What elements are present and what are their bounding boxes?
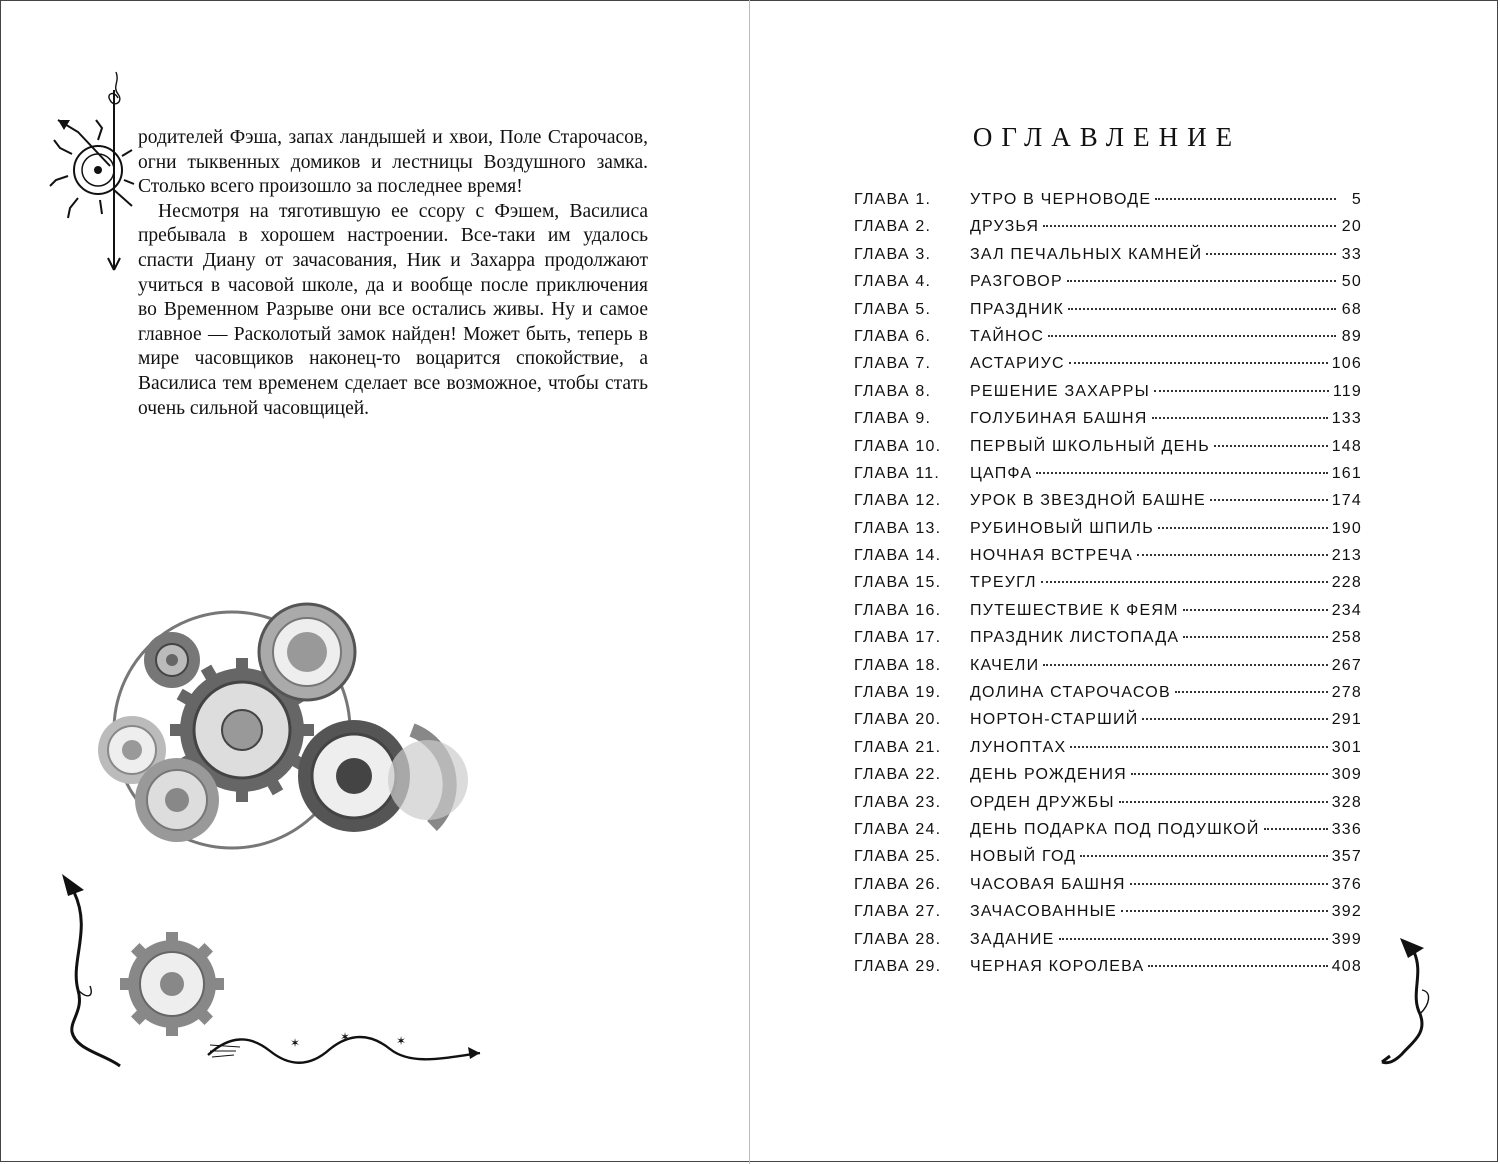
toc-chapter-number: ГЛАВА 1. — [854, 191, 932, 208]
toc-chapter-number: ГЛАВА 29. — [854, 957, 942, 975]
toc-chapter-title: НОРТОН-СТАРШИЙ — [970, 711, 1139, 729]
toc-leader-dots — [1036, 472, 1327, 474]
svg-text:✶: ✶ — [396, 1034, 407, 1048]
toc-chapter-title: ДРУЗЬЯ — [970, 218, 1040, 236]
toc-leader-dots — [1264, 828, 1328, 830]
toc-chapter-number: ГЛАВА 24. — [854, 820, 942, 838]
toc-chapter-number: ГЛАВА 14. — [854, 547, 942, 565]
toc-page-number: 161 — [1331, 464, 1362, 482]
toc-chapter-number: ГЛАВА 19. — [854, 684, 942, 702]
toc-page-number: 50 — [1341, 273, 1362, 291]
toc-chapter-title: ЛУНОПТАХ — [970, 738, 1067, 756]
toc-page-number: 309 — [1331, 766, 1362, 784]
toc-page-number: 291 — [1331, 711, 1362, 729]
toc-chapter-number: ГЛАВА 8. — [854, 382, 932, 400]
toc-page-number: 234 — [1331, 601, 1362, 619]
toc-leader-dots — [1131, 773, 1328, 775]
toc-entry — [854, 542, 1362, 569]
toc-entry — [854, 898, 1362, 925]
toc-page-number: 392 — [1331, 903, 1362, 921]
toc-entry — [854, 843, 1362, 870]
toc-chapter-title: ТРЕУГЛ — [970, 574, 1037, 592]
toc-entry — [854, 186, 1362, 213]
toc-entry — [854, 378, 1362, 405]
toc-leader-dots — [1158, 527, 1328, 529]
toc-entry — [854, 871, 1362, 898]
toc-page-number: 258 — [1331, 629, 1362, 647]
toc-entry — [854, 706, 1362, 733]
wave-arrow-ornament-icon — [200, 1025, 500, 1075]
toc-chapter-number: ГЛАВА 21. — [854, 738, 942, 756]
toc-leader-dots — [1154, 390, 1329, 392]
toc-entry — [854, 926, 1362, 953]
prose-paragraph-1: родителей Фэша, запах ландышей и хвои, Поле Старочасов, огни тыквенных домиков и лестницы Воздушного замка. Столько всего произошло за последнее время! — [138, 127, 648, 198]
toc-chapter-number: ГЛАВА 16. — [854, 601, 942, 619]
toc-page-number: 336 — [1331, 820, 1362, 838]
toc-leader-dots — [1183, 609, 1328, 611]
toc-page-number: 328 — [1331, 793, 1362, 811]
toc-entry — [854, 953, 1362, 980]
toc-entry — [854, 433, 1362, 460]
svg-text:✶: ✶ — [340, 1030, 351, 1044]
toc-leader-dots — [1070, 746, 1327, 748]
toc-leader-dots — [1155, 198, 1336, 200]
svg-text:✶: ✶ — [290, 1036, 301, 1050]
toc-page-number: 408 — [1331, 957, 1362, 975]
toc-chapter-title: ДОЛИНА СТАРОЧАСОВ — [970, 684, 1171, 702]
prose-block — [138, 126, 648, 421]
toc-chapter-title: ЧЕРНАЯ КОРОЛЕВА — [970, 957, 1145, 975]
toc-leader-dots — [1043, 664, 1327, 666]
book-spine — [749, 0, 750, 1164]
toc-chapter-title: ПУТЕШЕСТВИЕ К ФЕЯМ — [970, 601, 1179, 619]
toc-leader-dots — [1214, 445, 1328, 447]
toc-leader-dots — [1183, 636, 1327, 638]
toc-entry — [854, 597, 1362, 624]
toc-page-number: 148 — [1331, 437, 1362, 455]
toc-chapter-title: ЗАЧАСОВАННЫЕ — [970, 903, 1117, 921]
toc-chapter-number: ГЛАВА 15. — [854, 574, 942, 592]
toc-leader-dots — [1043, 225, 1336, 227]
toc-chapter-title: ПРАЗДНИК — [970, 300, 1065, 318]
toc-entry — [854, 241, 1362, 268]
toc-chapter-number: ГЛАВА 17. — [854, 629, 942, 647]
toc-chapter-number: ГЛАВА 2. — [854, 218, 932, 236]
toc-chapter-number: ГЛАВА 13. — [854, 519, 942, 537]
toc-chapter-title: ЧАСОВАЯ БАШНЯ — [970, 875, 1126, 893]
toc-page-number: 213 — [1331, 547, 1362, 565]
toc-chapter-number: ГЛАВА 22. — [854, 766, 942, 784]
toc-page-number: 33 — [1341, 245, 1362, 263]
toc-entry — [854, 761, 1362, 788]
toc-entry — [854, 487, 1362, 514]
toc-leader-dots — [1068, 308, 1336, 310]
toc-chapter-number: ГЛАВА 23. — [854, 793, 942, 811]
toc-leader-dots — [1059, 938, 1328, 940]
toc-leader-dots — [1069, 362, 1328, 364]
toc-chapter-title: ЗАЛ ПЕЧАЛЬНЫХ КАМНЕЙ — [970, 245, 1203, 263]
toc-chapter-number: ГЛАВА 20. — [854, 711, 942, 729]
toc-page-number: 20 — [1341, 218, 1362, 236]
toc-chapter-number: ГЛАВА 7. — [854, 355, 932, 373]
toc-entry — [854, 515, 1362, 542]
toc-entry — [854, 789, 1362, 816]
toc-chapter-title: РАЗГОВОР — [970, 273, 1063, 291]
toc-chapter-title: КАЧЕЛИ — [970, 656, 1040, 674]
toc-chapter-title: УРОК В ЗВЕЗДНОЙ БАШНЕ — [970, 492, 1206, 510]
compass-ornament-icon — [48, 70, 138, 280]
toc-leader-dots — [1080, 855, 1327, 857]
toc-entry — [854, 734, 1362, 761]
toc-leader-dots — [1121, 910, 1328, 912]
toc-page-number: 119 — [1332, 382, 1362, 400]
toc-chapter-title: РЕШЕНИЕ ЗАХАРРЫ — [970, 382, 1151, 400]
toc-page-number: 89 — [1341, 327, 1362, 345]
prose-paragraph-2: Несмотря на тяготившую ее ссору с Фэшем, Василиса пребывала в хорошем настроении. Все-таки им удалось спасти Диану от зачасования, Ник и Захарра продолжают учиться в часовой школе, да и вообще после приключения во Временном Разрыве они все остались живы. Ну и самое главное — Расколотый замок найден! Может быть, теперь в мире часовщиков наконец-то воцарится спокойствие, а Василиса тем временем сделает все возможное, чтобы стать очень сильной часовщицей. — [138, 200, 648, 419]
toc-leader-dots — [1041, 581, 1328, 583]
toc-entry — [854, 679, 1362, 706]
toc-chapter-title: ГОЛУБИНАЯ БАШНЯ — [970, 410, 1148, 428]
toc-chapter-number: ГЛАВА 25. — [854, 848, 942, 866]
corner-arrow-ornament-icon — [1380, 934, 1450, 1074]
toc-list — [854, 186, 1362, 980]
gears-illustration-icon — [92, 600, 482, 860]
toc-page-number: 267 — [1331, 656, 1362, 674]
toc-chapter-title: АСТАРИУС — [970, 355, 1065, 373]
toc-page-number: 357 — [1331, 848, 1362, 866]
toc-chapter-number: ГЛАВА 26. — [854, 875, 942, 893]
toc-leader-dots — [1130, 883, 1328, 885]
swirl-arrow-ornament-icon — [58, 870, 128, 1070]
toc-chapter-title: НОВЫЙ ГОД — [970, 848, 1077, 866]
toc-chapter-title: ДЕНЬ ПОДАРКА ПОД ПОДУШКОЙ — [970, 820, 1260, 838]
toc-chapter-number: ГЛАВА 9. — [854, 410, 932, 428]
toc-chapter-title: ЦАПФА — [970, 464, 1033, 482]
toc-entry — [854, 624, 1362, 651]
toc-page-number: 399 — [1331, 930, 1362, 948]
toc-page-number: 190 — [1331, 519, 1362, 537]
toc-leader-dots — [1175, 691, 1328, 693]
toc-chapter-title: РУБИНОВЫЙ ШПИЛЬ — [970, 519, 1154, 537]
toc-chapter-title: ТАЙНОС — [970, 327, 1045, 345]
toc-page-number: 5 — [1351, 191, 1362, 208]
toc-entry — [854, 816, 1362, 843]
toc-leader-dots — [1137, 554, 1328, 556]
toc-chapter-number: ГЛАВА 3. — [854, 245, 932, 263]
toc-entry — [854, 569, 1362, 596]
toc-entry — [854, 405, 1362, 432]
toc-page-number: 376 — [1331, 875, 1362, 893]
toc-chapter-number: ГЛАВА 27. — [854, 903, 942, 921]
toc-page-number: 106 — [1331, 355, 1362, 373]
toc-chapter-title: УТРО В ЧЕРНОВОДЕ — [970, 191, 1152, 208]
toc-chapter-title: ОРДЕН ДРУЖБЫ — [970, 793, 1115, 811]
toc-chapter-number: ГЛАВА 11. — [854, 464, 941, 482]
toc-page-number: 68 — [1341, 300, 1362, 318]
toc-page-number: 174 — [1331, 492, 1362, 510]
toc-chapter-title: ДЕНЬ РОЖДЕНИЯ — [970, 766, 1127, 784]
toc-chapter-number: ГЛАВА 12. — [854, 492, 942, 510]
toc-entry — [854, 350, 1362, 377]
toc-chapter-number: ГЛАВА 5. — [854, 300, 932, 318]
toc-leader-dots — [1210, 499, 1328, 501]
toc-leader-dots — [1142, 718, 1327, 720]
toc-chapter-number: ГЛАВА 4. — [854, 273, 932, 291]
toc-chapter-number: ГЛАВА 28. — [854, 930, 942, 948]
toc-chapter-number: ГЛАВА 10. — [854, 437, 942, 455]
toc-title: ОГЛАВЛЕНИЕ — [972, 122, 1242, 152]
toc-page-number: 278 — [1331, 684, 1362, 702]
toc-page-number: 133 — [1331, 410, 1362, 428]
toc-chapter-title: ПЕРВЫЙ ШКОЛЬНЫЙ ДЕНЬ — [970, 437, 1210, 455]
toc-leader-dots — [1148, 965, 1327, 967]
toc-entry — [854, 296, 1362, 323]
toc-entry — [854, 268, 1362, 295]
toc-page-number: 228 — [1331, 574, 1362, 592]
toc-chapter-title: ПРАЗДНИК ЛИСТОПАДА — [970, 629, 1180, 647]
toc-entry — [854, 460, 1362, 487]
toc-chapter-title: НОЧНАЯ ВСТРЕЧА — [970, 547, 1133, 565]
toc-leader-dots — [1048, 335, 1336, 337]
toc-entry — [854, 652, 1362, 679]
toc-leader-dots — [1206, 253, 1336, 255]
toc-entry — [854, 323, 1362, 350]
toc-chapter-number: ГЛАВА 18. — [854, 656, 942, 674]
small-gear-icon — [120, 932, 224, 1036]
toc-leader-dots — [1152, 417, 1328, 419]
toc-leader-dots — [1067, 280, 1336, 282]
toc-page-number: 301 — [1331, 738, 1362, 756]
toc-entry — [854, 213, 1362, 240]
toc-chapter-title: ЗАДАНИЕ — [970, 930, 1055, 948]
toc-leader-dots — [1119, 801, 1328, 803]
toc-chapter-number: ГЛАВА 6. — [854, 327, 932, 345]
